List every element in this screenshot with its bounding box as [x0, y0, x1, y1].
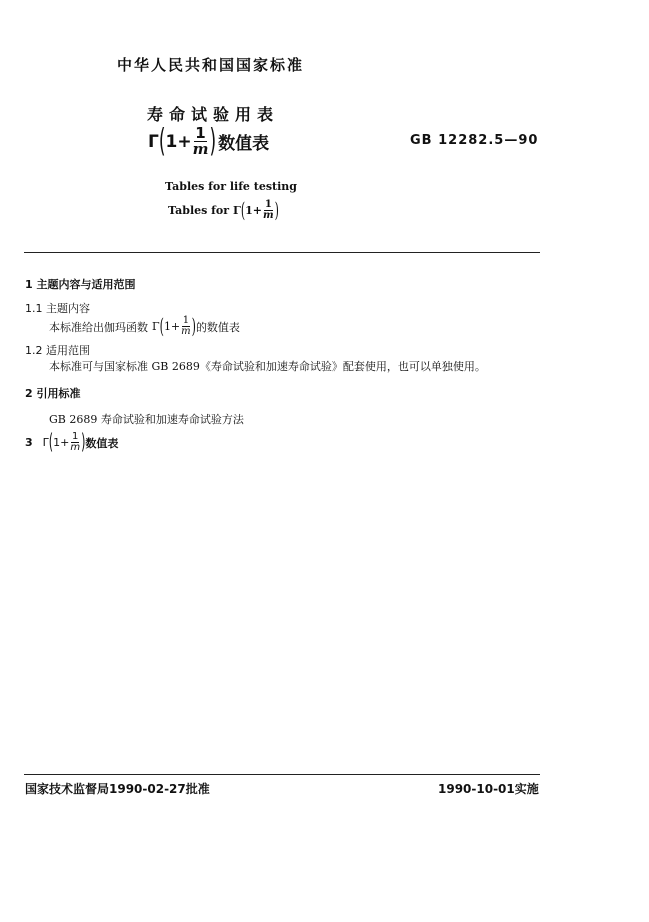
- standard-code: GB 12282.5—90: [410, 133, 539, 148]
- section-2-text: GB 2689 寿命试验和加速寿命试验方法: [49, 413, 244, 426]
- section-1-2-text: 本标准可与国家标准 GB 2689《寿命试验和加速寿命试验》配套使用，也可以单独使用。: [49, 360, 486, 373]
- document-subtitle: Γ ( 1+ $\frac{1}{m}$ ) 数值表: [148, 122, 270, 161]
- section-3-heading: 3 Γ ( 1+ $\frac{1}{m}$ ) 数值表: [25, 430, 119, 455]
- section-1-1-text: 本标准给出伽玛函数 Γ ( 1+ $\frac{1}{m}$ ) 的数值表: [49, 314, 240, 339]
- footer-divider: [24, 774, 540, 775]
- approval-date: 国家技术监督局1990-02-27批准: [25, 782, 210, 796]
- section-2-heading: 2 引用标准: [25, 387, 81, 400]
- english-title: Tables for life testing: [165, 180, 297, 193]
- header-divider: [24, 252, 540, 253]
- section-1-2-heading: 1.2 适用范围: [25, 344, 90, 357]
- effective-date: 1990-10-01实施: [438, 782, 539, 796]
- gamma-symbol: Γ: [148, 131, 159, 152]
- document-title: 寿命试验用表: [147, 105, 280, 124]
- section-1-1-heading: 1.1 主题内容: [25, 302, 90, 315]
- english-subtitle: Tables for Γ ( 1+ $\frac{1}{m}$ ): [168, 198, 279, 223]
- standard-org-title: 中华人民共和国国家标准: [117, 56, 305, 74]
- section-1-heading: 1 主题内容与适用范围: [25, 278, 136, 291]
